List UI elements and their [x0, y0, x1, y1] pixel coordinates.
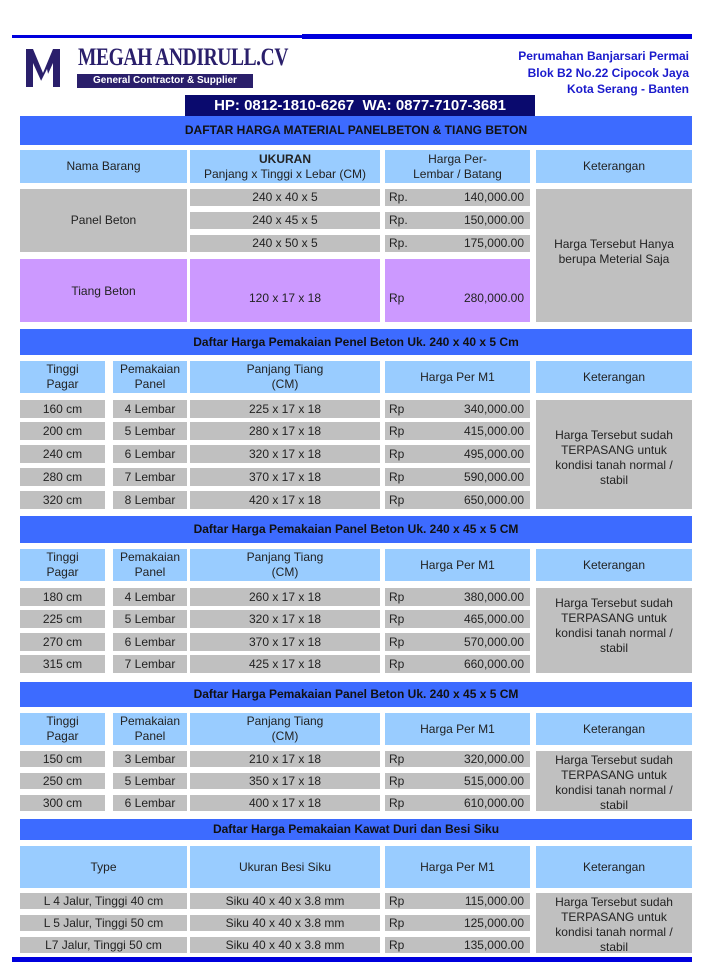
table-cell: 240 cm — [20, 445, 105, 463]
section-title: Daftar Harga Pemakaian Penel Beton Uk. 240 x 40 x 5 Cm — [20, 329, 692, 355]
section-title: Daftar Harga Pemakaian Panel Beton Uk. 240 x 45 x 5 CM — [20, 516, 692, 543]
table-cell: 180 cm — [20, 588, 105, 606]
column-header: Pemakaian Panel — [113, 713, 187, 745]
top-rule — [12, 35, 302, 38]
currency-label: Rp. — [389, 236, 408, 250]
section-title: DAFTAR HARGA MATERIAL PANELBETON & TIANG BETON — [20, 116, 692, 145]
column-header: Panjang Tiang (CM) — [190, 713, 380, 745]
table-cell: Siku 40 x 40 x 3.8 mm — [190, 915, 380, 931]
table-cell: 6 Lembar — [113, 445, 187, 463]
currency-label: Rp — [389, 795, 405, 810]
table-cell: 160 cm — [20, 400, 105, 418]
currency-label: Rp — [389, 893, 405, 908]
price-value: 415,000.00 — [463, 423, 524, 438]
address-line: Kota Serang - Banten — [566, 82, 689, 96]
price-value: 150,000.00 — [463, 213, 524, 227]
section-title: Daftar Harga Pemakaian Panel Beton Uk. 240 x 45 x 5 CM — [20, 682, 692, 707]
price-cell — [385, 915, 530, 931]
table-cell: 6 Lembar — [113, 633, 187, 651]
panel-beton-label: Panel Beton — [20, 189, 187, 252]
table-cell: 280 cm — [20, 468, 105, 486]
price-value: 140,000.00 — [463, 190, 524, 204]
price-cell — [385, 400, 530, 418]
currency-label: Rp — [389, 634, 405, 649]
table-cell: 400 x 17 x 18 — [190, 795, 380, 811]
table-cell: 5 Lembar — [113, 610, 187, 628]
column-header: Pemakaian Panel — [113, 361, 187, 393]
table-cell: 6 Lembar — [113, 795, 187, 811]
size-cell: 240 x 50 x 5 — [190, 235, 380, 252]
price-value: 570,000.00 — [463, 634, 524, 649]
company-logo — [24, 47, 62, 89]
table-cell: 320 cm — [20, 491, 105, 509]
column-header: Panjang Tiang (CM) — [190, 361, 380, 393]
note-cell: Harga Tersebut Hanya berupa Meterial Saja — [536, 189, 692, 322]
price-cell — [385, 610, 530, 628]
column-header: Tinggi Pagar — [20, 713, 105, 745]
header-ukuran-sub: Panjang x Tinggi x Lebar (CM) — [203, 166, 367, 181]
price-value: 515,000.00 — [463, 773, 524, 788]
column-header: Type — [20, 846, 187, 888]
column-header: Tinggi Pagar — [20, 361, 105, 393]
table-cell: 210 x 17 x 18 — [190, 751, 380, 767]
address-line: Perumahan Banjarsari Permai — [518, 49, 689, 63]
currency-label: Rp — [389, 589, 405, 604]
currency-label: Rp — [389, 492, 405, 507]
table-cell: 7 Lembar — [113, 468, 187, 486]
price-value: 320,000.00 — [463, 751, 524, 766]
currency-label: Rp. — [389, 190, 408, 204]
price-value: 340,000.00 — [463, 401, 524, 416]
column-header: Keterangan — [536, 549, 692, 581]
table-cell: 4 Lembar — [113, 588, 187, 606]
table-cell: 320 x 17 x 18 — [190, 445, 380, 463]
table-cell: 280 x 17 x 18 — [190, 422, 380, 440]
price-cell — [385, 588, 530, 606]
price-value: 590,000.00 — [463, 469, 524, 484]
column-header: Harga Per M1 — [385, 361, 530, 393]
company-name: MEGAH ANDIRULL.CV — [78, 44, 289, 71]
price-value: 280,000.00 — [463, 291, 524, 305]
table-cell: 200 cm — [20, 422, 105, 440]
table-cell: 250 cm — [20, 773, 105, 789]
table-cell: L 4 Jalur, Tinggi 40 cm — [20, 893, 187, 909]
table-cell: 225 x 17 x 18 — [190, 400, 380, 418]
column-header: Keterangan — [536, 846, 692, 888]
currency-label: Rp — [389, 611, 405, 626]
price-cell — [385, 491, 530, 509]
price-cell — [385, 633, 530, 651]
price-cell — [385, 445, 530, 463]
table-cell: 370 x 17 x 18 — [190, 468, 380, 486]
table-cell: L7 Jalur, Tinggi 50 cm — [20, 937, 187, 953]
table-cell: 4 Lembar — [113, 400, 187, 418]
note-cell: Harga Tersebut sudah TERPASANG untuk kondisi tanah normal / stabil — [536, 893, 692, 953]
price-value: 135,000.00 — [463, 937, 524, 952]
company-address — [518, 48, 689, 98]
note-cell: Harga Tersebut sudah TERPASANG untuk kondisi tanah normal / stabil — [536, 588, 692, 673]
price-cell — [385, 468, 530, 486]
currency-label: Rp — [389, 773, 405, 788]
table-cell: Siku 40 x 40 x 3.8 mm — [190, 937, 380, 953]
header-keterangan: Keterangan — [536, 150, 692, 183]
table-cell: 5 Lembar — [113, 773, 187, 789]
currency-label: Rp — [389, 291, 405, 305]
header-ukuran-title: UKURAN — [259, 151, 311, 166]
column-header: Tinggi Pagar — [20, 549, 105, 581]
size-cell: 240 x 40 x 5 — [190, 189, 380, 206]
section-title: Daftar Harga Pemakaian Kawat Duri dan Besi Siku — [20, 819, 692, 840]
table-cell: 315 cm — [20, 655, 105, 673]
column-header: Keterangan — [536, 361, 692, 393]
company-tagline: General Contractor & Supplier — [77, 74, 253, 88]
table-cell: 425 x 17 x 18 — [190, 655, 380, 673]
table-cell: 320 x 17 x 18 — [190, 610, 380, 628]
currency-label: Rp — [389, 423, 405, 438]
price-cell — [385, 937, 530, 953]
column-header: Harga Per M1 — [385, 713, 530, 745]
price-value: 175,000.00 — [463, 236, 524, 250]
price-value: 380,000.00 — [463, 589, 524, 604]
table-cell: Siku 40 x 40 x 3.8 mm — [190, 893, 380, 909]
header-harga: Harga Per- Lembar / Batang — [385, 150, 530, 183]
header-nama-barang: Nama Barang — [20, 150, 187, 183]
table-cell: 150 cm — [20, 751, 105, 767]
header-ukuran — [190, 150, 380, 183]
column-header: Harga Per M1 — [385, 846, 530, 888]
column-header: Panjang Tiang (CM) — [190, 549, 380, 581]
price-cell — [385, 655, 530, 673]
bottom-rule — [12, 957, 692, 962]
table-cell: 420 x 17 x 18 — [190, 491, 380, 509]
table-cell: 270 cm — [20, 633, 105, 651]
table-cell: 260 x 17 x 18 — [190, 588, 380, 606]
table-cell: 8 Lembar — [113, 491, 187, 509]
note-cell: Harga Tersebut sudah TERPASANG untuk kondisi tanah normal / stabil — [536, 400, 692, 509]
price-cell — [385, 212, 530, 229]
currency-label: Rp — [389, 469, 405, 484]
price-value: 660,000.00 — [463, 656, 524, 671]
price-value: 125,000.00 — [463, 915, 524, 930]
currency-label: Rp — [389, 401, 405, 416]
note-cell: Harga Tersebut sudah TERPASANG untuk kondisi tanah normal / stabil — [536, 751, 692, 811]
column-header: Harga Per M1 — [385, 549, 530, 581]
size-cell: 120 x 17 x 18 — [190, 259, 380, 322]
table-cell: 7 Lembar — [113, 655, 187, 673]
price-cell — [385, 751, 530, 767]
price-value: 465,000.00 — [463, 611, 524, 626]
currency-label: Rp — [389, 656, 405, 671]
column-header: Pemakaian Panel — [113, 549, 187, 581]
currency-label: Rp — [389, 937, 405, 952]
table-cell: 225 cm — [20, 610, 105, 628]
top-rule — [302, 34, 692, 39]
price-cell — [385, 422, 530, 440]
price-value: 115,000.00 — [464, 893, 524, 908]
tiang-beton-label: Tiang Beton — [20, 259, 187, 322]
currency-label: Rp — [389, 446, 405, 461]
price-value: 610,000.00 — [463, 795, 524, 810]
currency-label: Rp — [389, 751, 405, 766]
address-line: Blok B2 No.22 Cipocok Jaya — [527, 65, 689, 80]
currency-label: Rp — [389, 915, 405, 930]
price-cell — [385, 795, 530, 811]
price-value: 495,000.00 — [463, 446, 524, 461]
column-header: Ukuran Besi Siku — [190, 846, 380, 888]
size-cell: 240 x 45 x 5 — [190, 212, 380, 229]
column-header: Keterangan — [536, 713, 692, 745]
currency-label: Rp. — [389, 213, 408, 227]
contact-bar: HP: 0812-1810-6267 WA: 0877-7107-3681 — [185, 95, 535, 116]
table-cell: 3 Lembar — [113, 751, 187, 767]
price-cell — [385, 189, 530, 206]
price-cell — [385, 893, 530, 909]
table-cell: 5 Lembar — [113, 422, 187, 440]
price-value: 650,000.00 — [463, 492, 524, 507]
table-cell: 350 x 17 x 18 — [190, 773, 380, 789]
table-cell: L 5 Jalur, Tinggi 50 cm — [20, 915, 187, 931]
price-cell — [385, 773, 530, 789]
table-cell: 300 cm — [20, 795, 105, 811]
table-cell: 370 x 17 x 18 — [190, 633, 380, 651]
price-cell — [385, 259, 530, 322]
price-cell — [385, 235, 530, 252]
